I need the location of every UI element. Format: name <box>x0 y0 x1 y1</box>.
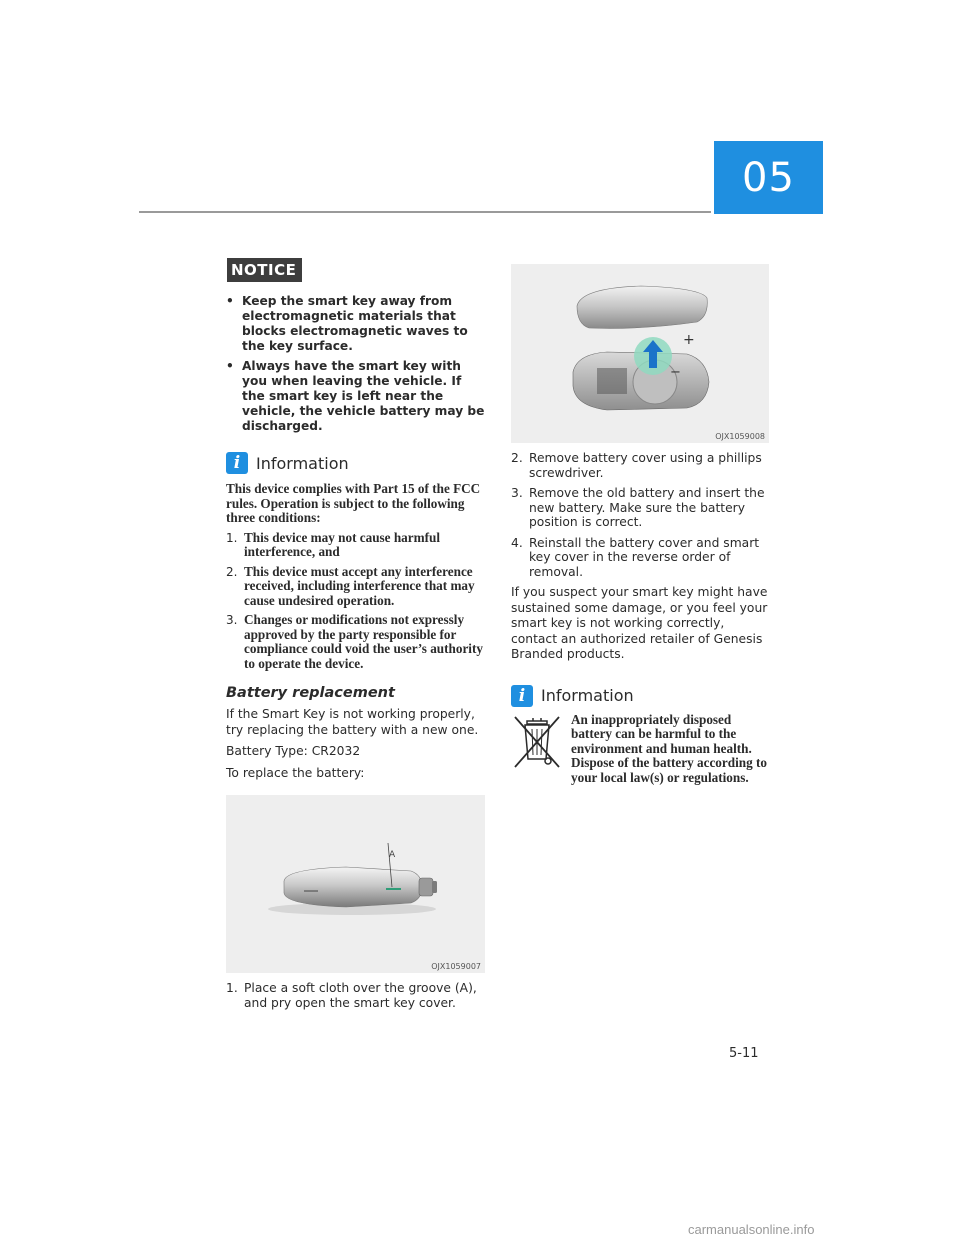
steps-list <box>226 981 488 1010</box>
info-heading <box>511 685 773 707</box>
figure-caption: OJX1059007 <box>431 962 481 971</box>
list-item: 4. Reinstall the battery cover and smart key cover in the reverse order of removal. <box>511 535 760 579</box>
info-icon: i <box>511 685 533 707</box>
list-item: 3. Changes or modifications not expressly approved by the party responsible for compliance could void the user’s authority to operate the device. <box>226 612 483 671</box>
minus-sign: − <box>670 365 681 380</box>
info-title: Information <box>256 453 349 473</box>
right-column <box>511 264 773 785</box>
crossed-out-bin-icon <box>511 713 563 771</box>
steps-list <box>511 451 773 579</box>
battery-instruction: To replace the battery: <box>226 765 365 780</box>
smart-key-open-illustration <box>511 264 769 443</box>
figure-smart-key-closed <box>226 795 485 973</box>
notice-list <box>226 294 488 434</box>
left-column <box>226 258 488 1016</box>
section-title: Battery replacement <box>226 685 395 701</box>
list-item: 1. This device may not cause harmful interference, and <box>226 529 440 559</box>
watermark: carmanualsonline.info <box>688 1222 815 1237</box>
figure-smart-key-open <box>511 264 769 443</box>
notice-badge: NOTICE <box>227 258 302 282</box>
header-rule <box>139 211 711 213</box>
list-item: 1. Place a soft cloth over the groove (A), and pry open the smart key cover. <box>226 981 477 1010</box>
battery-intro: If the Smart Key is not working properly, try replacing the battery with a new one. <box>226 707 479 737</box>
chapter-tab: 05 <box>714 141 823 214</box>
callout-label-a: A <box>389 850 396 860</box>
list-item: 2. This device must accept any interference received, including interference that may cause undesired operation. <box>226 563 475 608</box>
info-title: Information <box>541 686 634 705</box>
notice-item: • Always have the smart key with you when leaving the vehicle. If the smart key is left near the vehicle, the vehicle battery may be discharged. <box>226 359 485 433</box>
plus-sign: + <box>683 332 695 348</box>
battery-type: Battery Type: CR2032 <box>226 744 361 758</box>
info-icon: i <box>226 452 248 474</box>
fcc-intro: This device complies with Part 15 of the FCC rules. Operation is subject to the following three conditions: <box>226 481 481 525</box>
disposal-row <box>511 713 773 786</box>
page-number: 5-11 <box>729 1046 759 1061</box>
notice-item: • Keep the smart key away from electromagnetic materials that blocks electromagnetic waves to the key surface. <box>226 294 468 353</box>
damage-paragraph: If you suspect your smart key might have sustained some damage, or you feel your smart key is not working correctly, contact an authorized retailer of Genesis Branded products. <box>511 585 768 661</box>
disposal-text: An inappropriately disposed battery can be harmful to the environment and human health. Dispose of the battery according to your local law(s) or regulations. <box>571 711 767 785</box>
fcc-conditions-list <box>226 531 488 672</box>
info-block-disposal <box>511 685 773 786</box>
figure-caption: OJX1059008 <box>715 432 765 441</box>
list-item: 2. Remove battery cover using a phillips screwdriver. <box>511 451 762 480</box>
list-item: 3. Remove the old battery and insert the new battery. Make sure the battery position is correct. <box>511 486 765 529</box>
smart-key-illustration <box>226 795 485 973</box>
info-heading <box>226 452 488 474</box>
